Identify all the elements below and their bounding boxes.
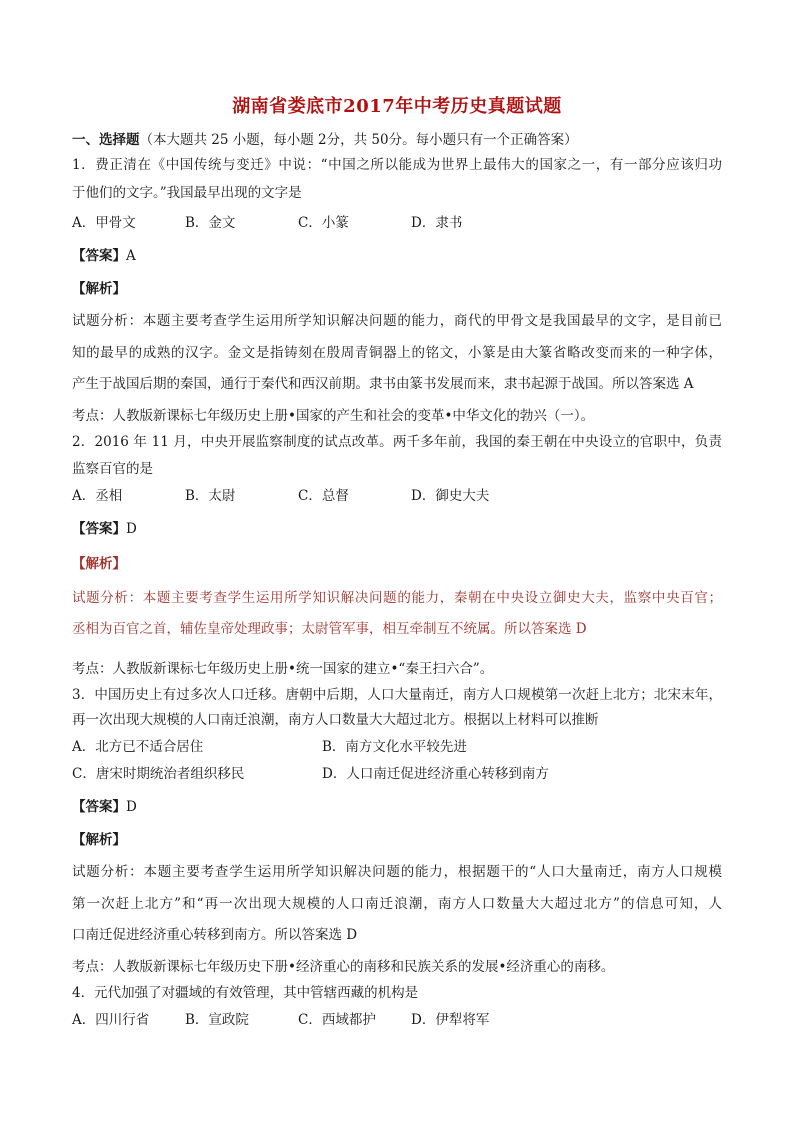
q2-answer (72, 519, 137, 539)
q4-options (72, 1010, 524, 1030)
q1-stem-line-1: 1．费正清在《中国传统与变迁》中说：“中国之所以能成为世界上最伟大的国家之一，有一部分应该归功 (72, 157, 722, 173)
document-title: 湖南省娄底市2017年中考历史真题试题 (232, 96, 562, 117)
q3-analysis-line-1: 试题分析：本题主要考查学生运用所学知识解决问题的能力，根据题干的“人口大量南迁，南方人口规模 (72, 864, 722, 880)
q4-option-d: D．伊犁将军 (411, 1012, 490, 1028)
q3-option-d: D．人口南迁促进经济重心转移到南方 (322, 766, 549, 782)
section-heading-label: 一、选择题 (72, 132, 140, 148)
q2-option-c: C．总督 (298, 488, 349, 504)
q3-answer-value: D (126, 799, 137, 815)
q2-analysis-label: 【解析】 (72, 556, 126, 572)
q1-analysis-line-3: 产生于战国后期的秦国，通行于秦代和西汉前期。隶书由篆书发展而来，隶书起源于战国。所以答案选 A (72, 376, 694, 392)
q3-stem-line-1: 3．中国历史上有过多次人口迁移。唐朝中后期，人口大量南迁，南方人口规模第一次赶上北方；北宋末年， (72, 687, 722, 703)
q4-option-c: C．西域都护 (298, 1012, 376, 1028)
q1-options (72, 213, 524, 233)
q1-option-a: A．甲骨文 (72, 215, 136, 231)
q4-option-b: B．宣政院 (185, 1012, 249, 1028)
q2-option-d: D．御史大夫 (411, 488, 490, 504)
section-heading-note: （本大题共 25 小题，每小题 2分，共 50分。每小题只有一个正确答案） (139, 132, 578, 148)
q1-analysis-line-2: 知的最早的成熟的汉字。金文是指铸刻在殷周青铜器上的铭文，小篆是由大篆省略改变而来的一种字体， (72, 345, 722, 361)
q4-stem-line-1: 4．元代加强了对疆域的有效管理，其中管辖西藏的机构是 (72, 985, 419, 1001)
q2-options (72, 486, 524, 506)
q2-stem-line-2: 监察百官的是 (72, 461, 153, 477)
q1-answer-label: 【答案】 (72, 248, 126, 264)
q1-analysis-line-1: 试题分析：本题主要考查学生运用所学知识解决问题的能力，商代的甲骨文是我国最早的文字，是目前已 (72, 313, 722, 329)
q3-option-c: C．唐宋时期统治者组织移民 (72, 766, 245, 782)
q3-stem-line-2: 再一次出现大规模的人口南迁浪潮，南方人口数量大大超过北方。根据以上材料可以推断 (72, 712, 599, 728)
q1-kaodian: 考点：人教版新课标七年级历史上册•国家的产生和社会的变革•中华文化的勃兴（一）。 (72, 408, 595, 424)
q3-options-row-1 (72, 737, 572, 757)
q3-analysis-line-2: 第一次赶上北方”和“再一次出现大规模的人口南迁浪潮，南方人口数量大大超过北方”的信息可知，人 (72, 896, 722, 912)
q1-option-b: B．金文 (185, 215, 236, 231)
section-heading (72, 130, 578, 150)
q3-option-a: A．北方已不适合居住 (72, 739, 204, 755)
q3-options-row-2 (72, 764, 572, 784)
q2-answer-value: D (126, 521, 137, 537)
q2-analysis-line-1: 试题分析：本题主要考查学生运用所学知识解决问题的能力，秦朝在中央设立御史大夫，监察中央百官； (72, 590, 722, 606)
q2-stem-line-1: 2．2016 年 11 月，中央开展监察制度的试点改革。两千多年前，我国的秦王朝在中央设立的官职中，负责 (72, 434, 722, 450)
q2-kaodian: 考点：人教版新课标七年级历史上册•统一国家的建立•“秦王扫六合”。 (72, 661, 494, 677)
q2-answer-label: 【答案】 (72, 521, 126, 537)
q2-option-b: B．太尉 (185, 488, 236, 504)
q1-stem-line-2: 于他们的文字。”我国最早出现的文字是 (72, 185, 302, 201)
q1-answer (72, 246, 136, 266)
q2-analysis-line-2: 丞相为百官之首，辅佐皇帝处理政事；太尉管军事，相互牵制互不统属。所以答案选 D (72, 621, 587, 637)
q4-option-a: A．四川行省 (72, 1012, 150, 1028)
q2-option-a: A．丞相 (72, 488, 123, 504)
q3-answer (72, 797, 137, 817)
q3-kaodian: 考点：人教版新课标七年级历史下册•经济重心的南移和民族关系的发展•经济重心的南移。 (72, 959, 615, 975)
q3-analysis-line-3: 口南迁促进经济重心转移到南方。所以答案选 D (72, 927, 358, 943)
q3-analysis-label: 【解析】 (72, 832, 126, 848)
q3-answer-label: 【答案】 (72, 799, 126, 815)
q1-option-c: C．小篆 (298, 215, 349, 231)
q1-answer-value: A (126, 248, 136, 264)
q1-option-d: D．隶书 (411, 215, 463, 231)
q3-option-b: B．南方文化水平较先进 (322, 739, 467, 755)
q1-analysis-label: 【解析】 (72, 281, 126, 297)
